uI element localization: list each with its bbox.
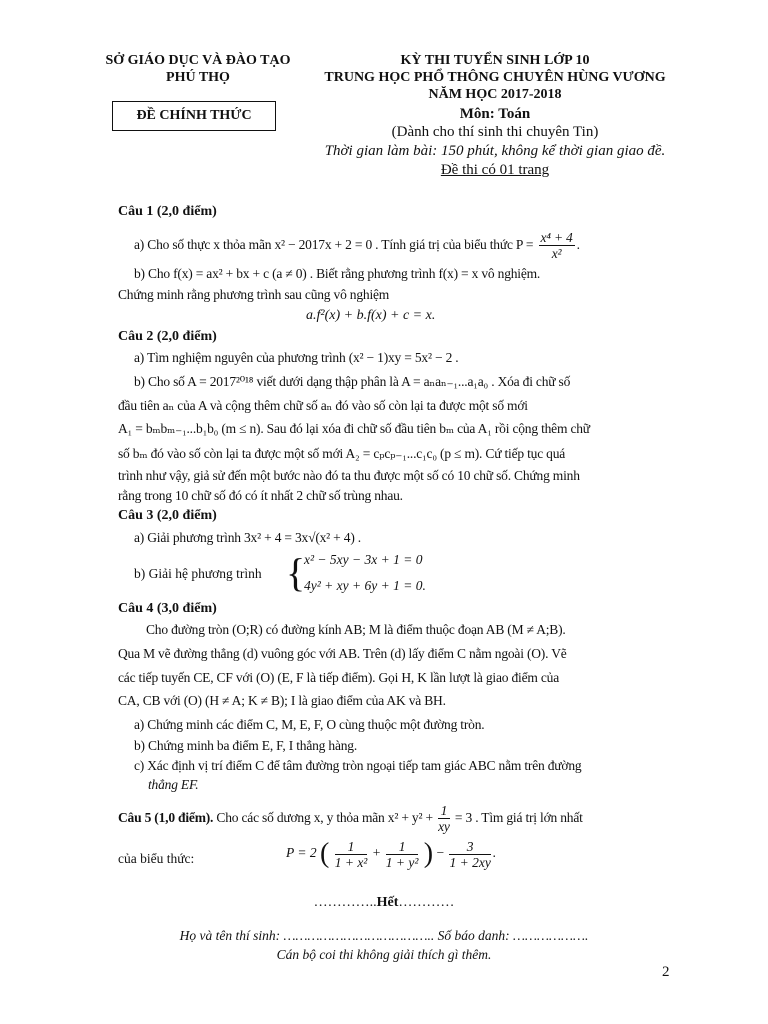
question-2-title: Câu 2 (2,0 điểm): [118, 329, 217, 344]
question-4-line1: Cho đường tròn (O;R) có đường kính AB; M là điểm thuộc đoạn AB (M ≠ A;B).: [146, 622, 566, 637]
question-3b: b) Giải hệ phương trình: [134, 566, 262, 581]
question-1b-equation: a.f²(x) + b.f(x) + c = x.: [306, 308, 436, 323]
proctor-note: Cán bộ coi thi không giải thích gì thêm.: [276, 947, 492, 962]
page-number: 2: [662, 964, 670, 980]
question-3-title: Câu 3 (2,0 điểm): [118, 508, 217, 523]
question-5: [118, 800, 674, 836]
official-exam-box: ĐỀ CHÍNH THỨC: [112, 101, 276, 131]
province-name: PHÚ THỌ: [166, 70, 230, 85]
question-2b-line4: số bₘ đó vào số còn lại ta được một số mới A₂ = cₚcₚ₋₁...c₁c₀ (p ≤ m). Cứ tiếp tục quá: [118, 446, 566, 461]
question-5-fraction: [438, 803, 450, 834]
question-3a: a) Giải phương trình 3x² + 4 = 3x√(x² + 4) .: [134, 530, 361, 545]
question-5-title: Câu 5 (1,0 điểm).: [118, 810, 214, 825]
pages-note: Đề thi có 01 trang: [440, 162, 550, 178]
expression-fraction-2: [386, 839, 419, 870]
question-5-text2: = 3 . Tìm giá trị lớn nhất: [454, 810, 583, 825]
department-name: SỞ GIÁO DỤC VÀ ĐÀO TẠO: [105, 53, 291, 68]
question-5-text1: Cho các số dương x, y thỏa mãn x² + y² +: [216, 810, 433, 825]
question-4c-line2: thẳng EF.: [148, 777, 199, 792]
end-marker: [0, 895, 768, 911]
left-paren: (: [320, 838, 330, 869]
exam-title: KỲ THI TUYỂN SINH LỚP 10: [400, 53, 590, 68]
time-note: Thời gian làm bài: 150 phút, không kể thời gian giao đề.: [324, 143, 666, 159]
fraction-denominator: x²: [551, 246, 562, 262]
exam-header: [300, 52, 690, 103]
candidate-info-line: Họ và tên thí sinh: ……………………………….. Số báo danh: ……………….: [179, 928, 589, 943]
end-dots-left: …………..: [313, 895, 377, 910]
question-4c-line1: c) Xác định vị trí điểm C để tâm đường tròn ngoại tiếp tam giác ABC nằm trên đường: [134, 758, 582, 773]
question-1a-text: a) Cho số thực x thỏa mãn x² − 2017x + 2 = 0 . Tính giá trị của biểu thức P =: [134, 237, 534, 252]
question-2b-line1: b) Cho số A = 2017²⁰¹⁸ viết dưới dạng thập phân là A = aₙaₙ₋₁...a₁a₀ . Xóa đi chữ số: [134, 374, 571, 389]
fraction-numerator: 1: [438, 803, 450, 819]
end-dots-right: …………: [398, 895, 455, 910]
question-4-line2: Qua M vẽ đường thẳng (d) vuông góc với AB. Trên (d) lấy điểm C nằm ngoài (O). Vẽ: [118, 646, 567, 661]
fraction-denominator: 1 + y²: [385, 854, 419, 870]
expression-prefix: P = 2: [286, 845, 317, 861]
subject-title: Môn: Toán: [459, 106, 531, 122]
right-paren: ): [423, 838, 434, 869]
fraction-denominator: 1 + x²: [334, 854, 368, 870]
question-5-text3: của biểu thức:: [118, 851, 195, 866]
fraction-numerator: x⁴ + 4: [540, 230, 573, 246]
question-4a: a) Chứng minh các điểm C, M, E, F, O cùng thuộc một đường tròn.: [134, 717, 485, 732]
question-2a: a) Tìm nghiệm nguyên của phương trình (x² − 1)xy = 5x² − 2 .: [134, 350, 459, 365]
question-1b-line2: Chứng minh rằng phương trình sau cũng vô nghiệm: [118, 287, 390, 302]
question-2b-line5: trình như vậy, giả sử đến một bước nào đó ta thu được một số có 10 chữ số. Chứng minh: [118, 468, 580, 483]
question-2b-line3: A₁ = bₘbₘ₋₁...b₁b₀ (m ≤ n). Sau đó lại xóa đi chữ số đầu tiên bₘ của A₁ rồi cộng thêm chữ: [118, 421, 590, 436]
question-4-title: Câu 4 (3,0 điểm): [118, 601, 217, 616]
audience-note: (Dành cho thí sinh thi chuyên Tin): [391, 124, 599, 140]
plus-sign: +: [372, 845, 381, 861]
fraction-denominator: xy: [438, 819, 450, 835]
question-4-line3: các tiếp tuyến CE, CF với (O) (E, F là tiếp điểm). Gọi H, K lần lượt là giao điểm của: [118, 670, 559, 685]
system-brace: {: [286, 550, 306, 595]
expression-fraction-1: [335, 839, 368, 870]
department-header: [96, 52, 300, 86]
fraction-numerator: 1: [386, 839, 419, 855]
school-year: NĂM HỌC 2017-2018: [428, 87, 562, 102]
question-2b-line2: đầu tiên aₙ của A và cộng thêm chữ số aₙ đó vào số còn lại ta được một số mới: [118, 398, 528, 413]
fraction-numerator: 1: [335, 839, 368, 855]
system-equation-1: x² − 5xy − 3x + 1 = 0: [304, 552, 423, 567]
school-name: TRUNG HỌC PHỔ THÔNG CHUYÊN HÙNG VƯƠNG: [324, 70, 666, 85]
system-equation-2: 4y² + xy + 6y + 1 = 0.: [304, 578, 426, 593]
question-4b: b) Chứng minh ba điểm E, F, I thẳng hàng.: [134, 738, 358, 753]
expression-fraction-3: [449, 839, 490, 870]
question-1a: a) Cho số thực x thỏa mãn x² − 2017x + 2 = 0 . Tính giá trị của biểu thức P = $\frac{\text{x⁴ + 4}}{\text{x²}}$ .: [134, 230, 580, 262]
end-word: Hết: [376, 895, 399, 910]
question-1b: b) Cho f(x) = ax² + bx + c (a ≠ 0) . Biết rằng phương trình f(x) = x vô nghiệm.: [134, 266, 541, 281]
question-5-expression: P = 2 ( $\frac{1}{\text{1 + x²}}$ + $\frac{1}{\text{1 + y²}}$ ) − $\frac{3}{1 + 2xy}$ .: [286, 838, 497, 870]
minus-sign: −: [436, 845, 445, 861]
question-2b-line6: rằng trong 10 chữ số đó có ít nhất 2 chữ số trùng nhau.: [118, 488, 403, 503]
question-1-title: Câu 1 (2,0 điểm): [118, 204, 217, 219]
question-1a-fraction: [539, 230, 575, 261]
fraction-numerator: 3: [449, 839, 490, 855]
question-4-line4: CA, CB với (O) (H ≠ A; K ≠ B); I là giao điểm của AK và BH.: [118, 693, 446, 708]
fraction-denominator: 1 + 2xy: [449, 854, 491, 870]
